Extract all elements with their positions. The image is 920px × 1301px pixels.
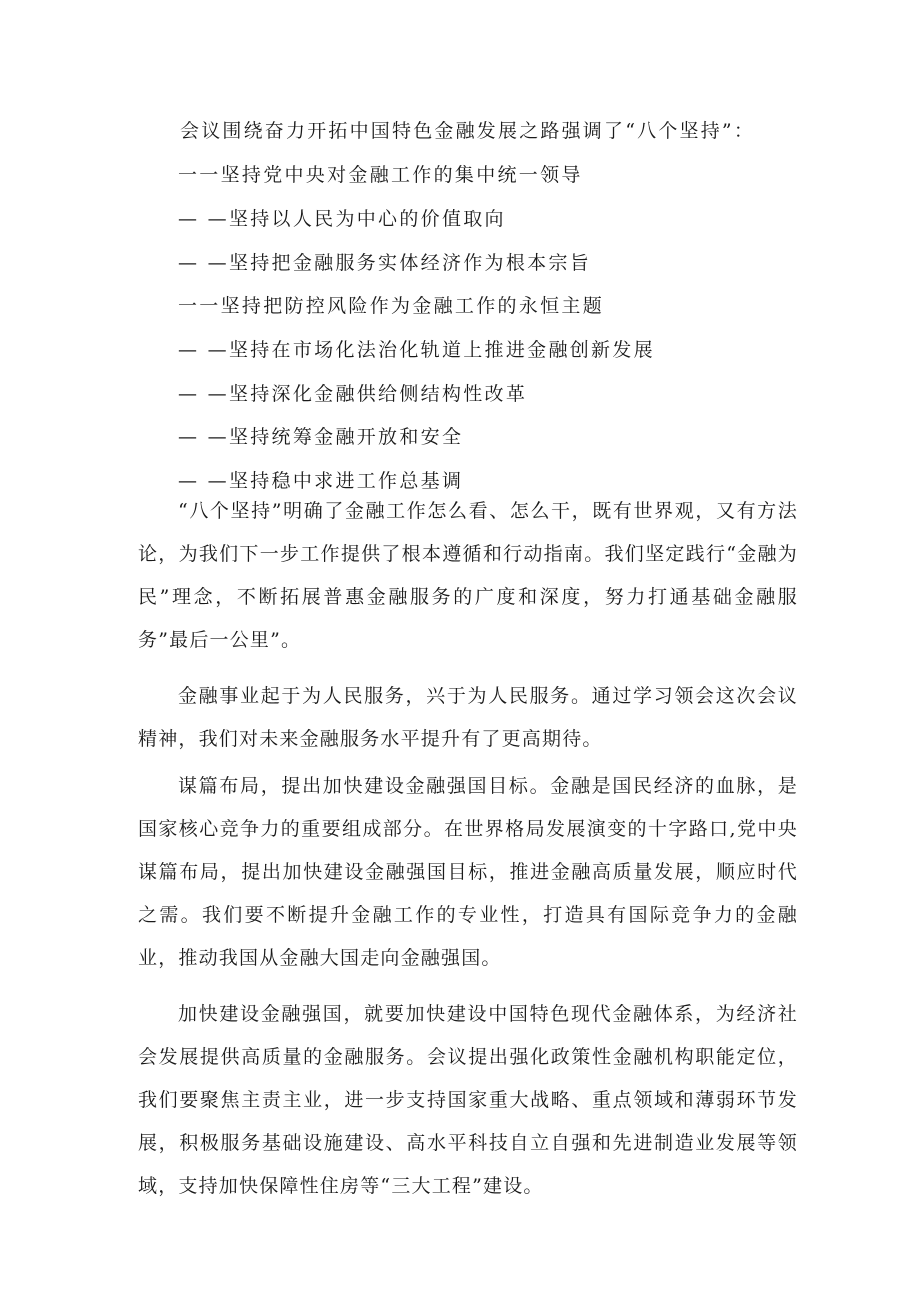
list-item: — —坚持把金融服务实体经济作为根本宗旨 <box>178 252 592 274</box>
body-paragraph: 谋篇布局，提出加快建设金融强国目标。金融是国民经济的血脉，是国家核心竞争力的重要组成部分。在世界格局发展演变的十字路口,党中央谋篇布局，提出加快建设金融强国目标，推进金融高质量发展，顺应时代之需。我们要不断提升金融工作的专业性，打造具有国际竞争力的金融业，推动我国从金融大国走向金融强国。 <box>138 775 798 969</box>
list-item: — —坚持深化金融供给侧结构性改革 <box>178 383 528 405</box>
body-paragraph: 加快建设金融强国，就要加快建设中国特色现代金融体系，为经济社会发展提供高质量的金融服务。会议提出强化政策性金融机构职能定位，我们要聚焦主责主业，进一步支持国家重大战略、重点领域和薄弱环节发展，积极服务基础设施建设、高水平科技自立自强和先进制造业发展等领域，支持加快保障性住房等“三大工程”建设。 <box>138 1003 798 1197</box>
list-item: — —坚持统筹金融开放和安全 <box>178 426 464 448</box>
list-item: — —坚持稳中求进工作总基调 <box>178 470 464 492</box>
intro-line: 会议围绕奋力开拓中国特色金融发展之路强调了“八个坚持”： <box>180 120 756 142</box>
body-paragraph: “八个坚持”明确了金融工作怎么看、怎么干，既有世界观，又有方法论，为我们下一步工作提供了根本遵循和行动指南。我们坚定践行“金融为民”理念，不断拓展普惠金融服务的广度和深度，努力打通基础金融服务”最后一公里”。 <box>138 500 798 651</box>
list-item: 一一坚持把防控风险作为金融工作的永恒主题 <box>178 295 605 317</box>
list-item: — —坚持以人民为中心的价值取向 <box>178 208 506 230</box>
list-item: — —坚持在市场化法治化轨道上推进金融创新发展 <box>178 339 655 361</box>
list-item: 一一坚持党中央对金融工作的集中统一领导 <box>178 164 583 186</box>
body-paragraph: 金融事业起于为人民服务，兴于为人民服务。通过学习领会这次会议精神，我们对未来金融服务水平提升有了更高期待。 <box>138 685 798 750</box>
